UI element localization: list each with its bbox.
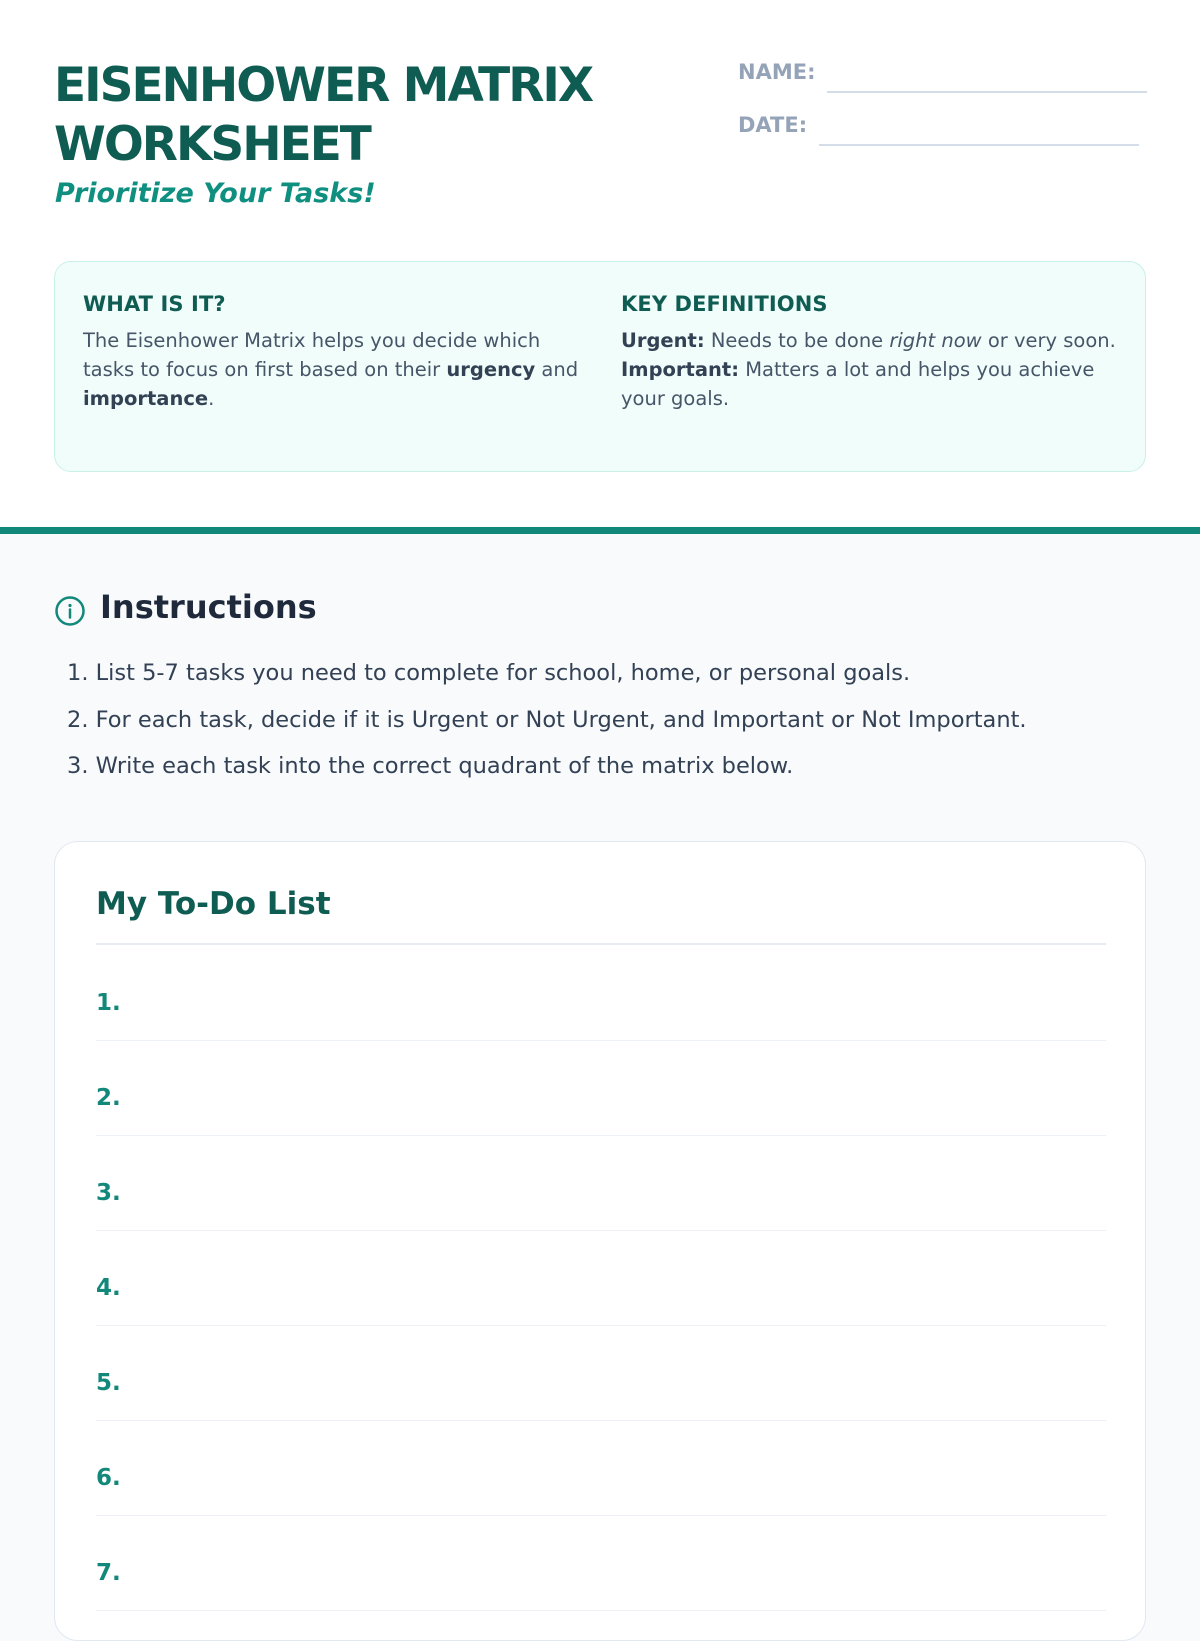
todo-input[interactable] (132, 1360, 1092, 1404)
urgency-term: urgency (446, 358, 536, 381)
todo-number: 2. (96, 1085, 121, 1111)
worksheet-header-area (0, 0, 1200, 528)
important-term: Important: (621, 358, 740, 381)
urgent-definition (621, 326, 1121, 355)
date-field[interactable] (819, 144, 1139, 146)
important-text: Matters a lot and helps you achieve your goals. (621, 358, 1095, 410)
section-divider (0, 527, 1200, 534)
what-is-it-section (83, 292, 583, 413)
name-field[interactable] (827, 91, 1147, 93)
todo-input[interactable] (132, 1550, 1092, 1594)
what-text-part: . (208, 387, 215, 410)
important-definition (621, 355, 1121, 413)
todo-row (96, 1136, 1106, 1231)
instruction-item: 3. Write each task into the correct quadrant of the matrix below. (67, 753, 794, 779)
name-label: NAME: (738, 60, 816, 84)
page-title: EISENHOWER MATRIX WORKSHEET (54, 58, 593, 172)
todo-number: 1. (96, 990, 121, 1016)
urgent-text: or very soon. (981, 329, 1116, 352)
todo-row (96, 1326, 1106, 1421)
todo-number: 4. (96, 1275, 121, 1301)
importance-term: importance (83, 387, 209, 410)
instructions-list (67, 657, 1027, 797)
what-is-it-text (83, 326, 583, 413)
key-definitions-section (621, 292, 1121, 413)
instructions-heading: Instructions (100, 588, 317, 626)
urgent-emphasis: right now (889, 329, 982, 352)
todo-number: 3. (96, 1180, 121, 1206)
todo-row (96, 1421, 1106, 1516)
instruction-item: 2. For each task, decide if it is Urgent or Not Urgent, and Important or Not Important. (67, 706, 1027, 733)
urgent-term: Urgent: (621, 329, 705, 352)
info-box (54, 261, 1146, 472)
key-definitions-heading: KEY DEFINITIONS (621, 292, 828, 316)
todo-number: 7. (96, 1560, 121, 1586)
todo-input[interactable] (132, 1075, 1092, 1119)
todo-row (96, 1041, 1106, 1136)
info-icon (54, 595, 86, 627)
urgent-text: Needs to be done (704, 329, 890, 352)
todo-input[interactable] (132, 1455, 1092, 1499)
todo-input[interactable] (132, 1170, 1092, 1214)
date-label: DATE: (738, 113, 808, 137)
todo-row (96, 1516, 1106, 1611)
todo-list-title: My To-Do List (96, 886, 331, 922)
todo-row (96, 1231, 1106, 1326)
page-subtitle: Prioritize Your Tasks! (55, 178, 376, 209)
what-is-it-heading: WHAT IS IT? (83, 292, 226, 316)
todo-input[interactable] (132, 1265, 1092, 1309)
todo-number: 6. (96, 1465, 121, 1491)
what-text-part: and (535, 358, 579, 381)
todo-row (96, 946, 1106, 1041)
what-text-part: The Eisenhower Matrix helps you decide which tasks to focus on first based on their (83, 329, 541, 381)
todo-list-card (54, 841, 1146, 1641)
instruction-item: 1. List 5-7 tasks you need to complete for school, home, or personal goals. (67, 660, 911, 686)
todo-number: 5. (96, 1370, 121, 1396)
todo-input[interactable] (132, 980, 1092, 1024)
title-divider (96, 943, 1106, 945)
